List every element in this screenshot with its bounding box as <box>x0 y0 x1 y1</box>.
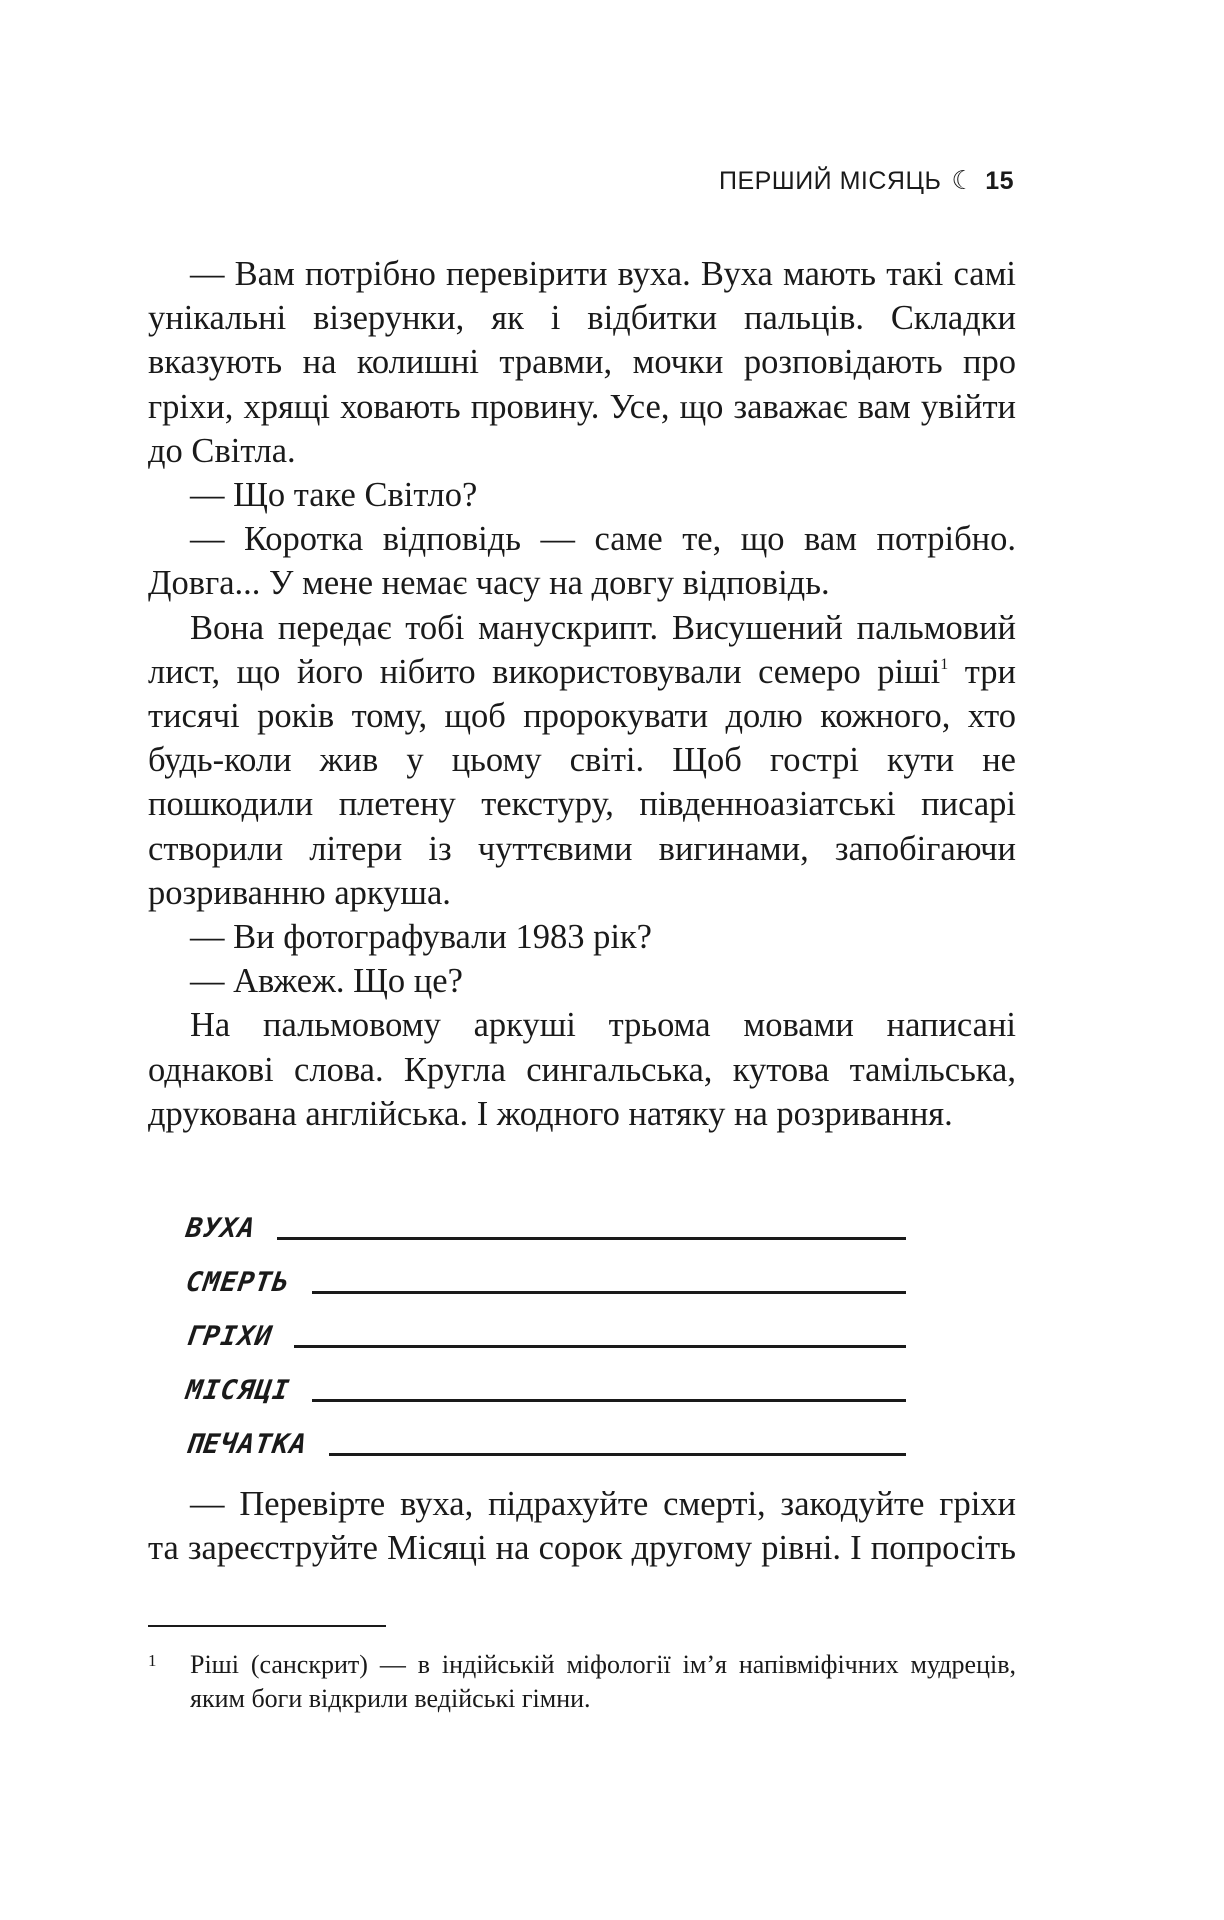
crescent-moon-icon: ☾ <box>951 166 976 196</box>
form-label: СМЕРТЬ <box>183 1267 292 1298</box>
blank-line <box>312 1399 906 1402</box>
paragraph-with-footnote <box>148 606 1016 915</box>
paragraph: — Перевірте вуха, підрахуйте смерті, закодуйте гріхи та зареєструйте Місяці на сорок другому рівні. І попросіть <box>148 1485 1016 1568</box>
footnote <box>148 1648 1016 1716</box>
footnote-number: 1 <box>148 1651 157 1670</box>
form-row-sins <box>183 1300 906 1354</box>
blank-line <box>312 1291 906 1294</box>
form-label: ПЕЧАТКА <box>183 1429 310 1460</box>
page-number: 15 <box>985 167 1014 195</box>
footnote-divider <box>148 1625 386 1627</box>
running-head <box>719 166 1014 196</box>
paragraph-text: Вона передає тобі манускрипт. Висушений пальмовий лист, що його нібито використовували семеро ріші <box>148 608 1016 691</box>
paragraph: — Авжеж. Що це? <box>190 962 463 1001</box>
form-row-ears <box>183 1192 906 1246</box>
running-title: ПЕРШИЙ МІСЯЦЬ <box>718 167 942 195</box>
form-label: ВУХА <box>183 1213 258 1244</box>
footnote-reference: 1 <box>940 655 949 673</box>
main-text <box>148 252 1016 1136</box>
paragraph: На пальмовому аркуші трьома мовами написані однакові слова. Кругла сингальська, кутова тамільська, друкована англійська. І жодного натяку на розривання. <box>148 1006 1016 1133</box>
form-row-death <box>183 1246 906 1300</box>
paragraph: — Коротка відповідь — саме те, що вам потрібно. Довга... У мене немає часу на довгу відповідь. <box>148 520 1016 603</box>
paragraph: — Що таке Світло? <box>190 476 478 515</box>
handwritten-form <box>183 1192 906 1462</box>
blank-line <box>294 1345 906 1348</box>
form-row-seal <box>183 1408 906 1462</box>
paragraph: — Ви фотографували 1983 рік? <box>190 918 652 957</box>
continuation-text <box>148 1482 1016 1570</box>
paragraph-text-continued: три тисячі років тому, щоб пророкувати долю кожного, хто будь-коли жив у цьому світі. Щоб гострі кути не пошкодили плетену текстуру, південноазіатські писарі створили літери із чуттєвими вигинами, запобігаючи розриванню аркуша. <box>148 652 1016 912</box>
form-label: ГРІХИ <box>183 1321 275 1352</box>
blank-line <box>329 1453 906 1456</box>
form-label: МІСЯЦІ <box>183 1375 292 1406</box>
footnote-text: Ріші (санскрит) — в індійській міфології ім’я напівміфічних мудреців, яким боги відкрили ведійські гімни. <box>190 1650 1016 1713</box>
blank-line <box>277 1237 906 1240</box>
paragraph: — Вам потрібно перевірити вуха. Вуха мають такі самі унікальні візерунки, як і відбитки пальців. Складки вказують на колишні травми, мочки розповідають про гріхи, хрящі ховають провину. Усе, що заважає вам увійти до Світла. <box>148 255 1016 470</box>
form-row-moons <box>183 1354 906 1408</box>
